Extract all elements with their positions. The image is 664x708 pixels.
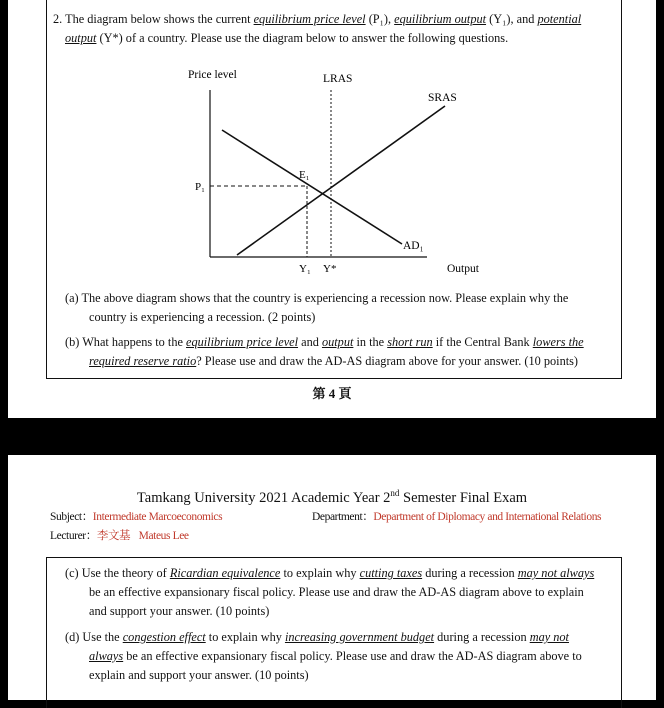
questions-box xyxy=(46,557,622,708)
question-2-text: 2. The diagram below shows the current equilibrium price level (P₁), equilibrium output (Y₁), and potential output (Y*) of a country. Please use the diagram below to answer the following questions. xyxy=(53,12,582,45)
sras-label: SRAS xyxy=(428,92,457,104)
equilibrium-label: E₁ xyxy=(299,169,310,181)
x-axis-label: Output xyxy=(447,263,479,275)
y-axis-label: Price level xyxy=(188,69,237,81)
ad-as-diagram xyxy=(47,0,621,285)
part-c: (c) Use the theory of Ricardian equivalence to explain why cutting taxes during a recession may not always be an effective expansionary fiscal policy. Please use and draw the AD-AS diagram above to explain and support your answer. (10 points) xyxy=(65,566,595,618)
exam-page-4 xyxy=(8,0,656,418)
part-b: (b) What happens to the equilibrium price level and output in the short run if the Central Bank lowers the required reserve ratio? Please use and draw the AD-AS diagram above for your answer. (10 points) xyxy=(65,335,584,368)
question-2-box xyxy=(46,0,622,379)
part-a: (a) The above diagram shows that the country is experiencing a recession now. Please explain why the country is experiencing a recession. (2 points) xyxy=(65,291,569,324)
ystar-label: Y* xyxy=(323,263,337,275)
part-d: (d) Use the congestion effect to explain why increasing government budget during a recession may not always be an effective expansionary fiscal policy. Please use and draw the AD-AS diagram above to explain and support your answer. (10 points) xyxy=(65,630,582,682)
ad-curve xyxy=(222,130,402,244)
sras-curve xyxy=(237,106,445,255)
exam-title: Tamkang University 2021 Academic Year 2nd Semester Final Exam xyxy=(136,488,528,506)
exam-page-5 xyxy=(8,455,656,700)
p1-label: P₁ xyxy=(195,181,205,193)
y1-label: Y₁ xyxy=(299,263,311,275)
ad-label: AD₁ xyxy=(403,240,424,252)
page-number: 第 4 頁 xyxy=(312,386,352,401)
lecturer-line: Lecturer：李文基 Mateus Lee xyxy=(50,530,189,542)
subject-line: Subject：Intermediate Marcoeconomics xyxy=(50,511,223,523)
lras-label: LRAS xyxy=(323,73,353,85)
department-line: Department：Department of Diplomacy and International Relations xyxy=(312,511,602,523)
